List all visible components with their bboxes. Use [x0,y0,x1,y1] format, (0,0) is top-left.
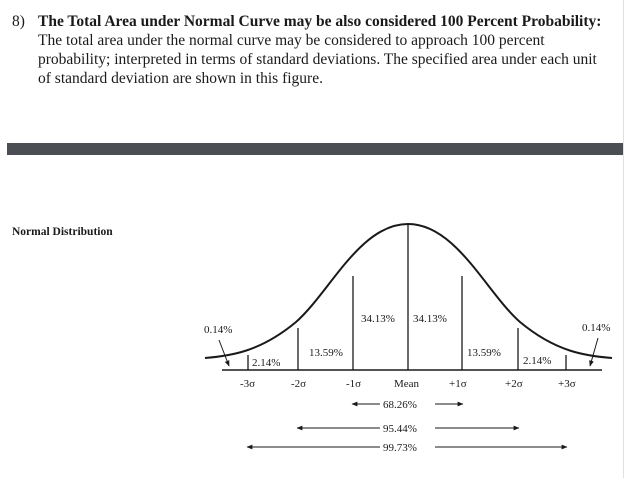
axis-minus-3sd: -3σ [240,378,256,390]
axis-mean: Mean [394,378,420,390]
point-lead: The Total Area under Normal Curve may be also considered 100 Percent Probability: [38,13,602,30]
pct-1sd-right: 13.59% [467,347,501,359]
axis-plus-2sd: +2σ [505,378,523,390]
pct-2sd-left: 2.14% [252,357,281,369]
normal-distribution-label: Normal Distribution [12,226,113,238]
tail-arrow-right [590,338,598,366]
range-68-label: 68.26% [383,399,417,411]
point-text: The total area under the normal curve may be considered to approach 100 percent probability; interpreted in terms of standard deviations. The specified area under each unit of standard deviation are shown in this figure. [38,32,597,87]
tail-arrow-left [219,340,229,366]
pct-1sd-left: 13.59% [309,347,343,359]
pct-center-right: 34.13% [413,313,447,325]
axis-minus-2sd: -2σ [291,378,307,390]
pct-2sd-right: 2.14% [523,355,552,367]
range-95-label: 95.44% [383,423,417,435]
point-number: 8) [12,13,25,30]
pct-tail-right: 0.14% [582,322,611,334]
axis-plus-3sd: +3σ [558,378,576,390]
pct-tail-left: 0.14% [204,324,233,336]
range-99-label: 99.73% [383,442,417,454]
axis-plus-1sd: +1σ [449,378,467,390]
pct-center-left: 34.13% [361,313,395,325]
axis-minus-1sd: -1σ [346,378,362,390]
